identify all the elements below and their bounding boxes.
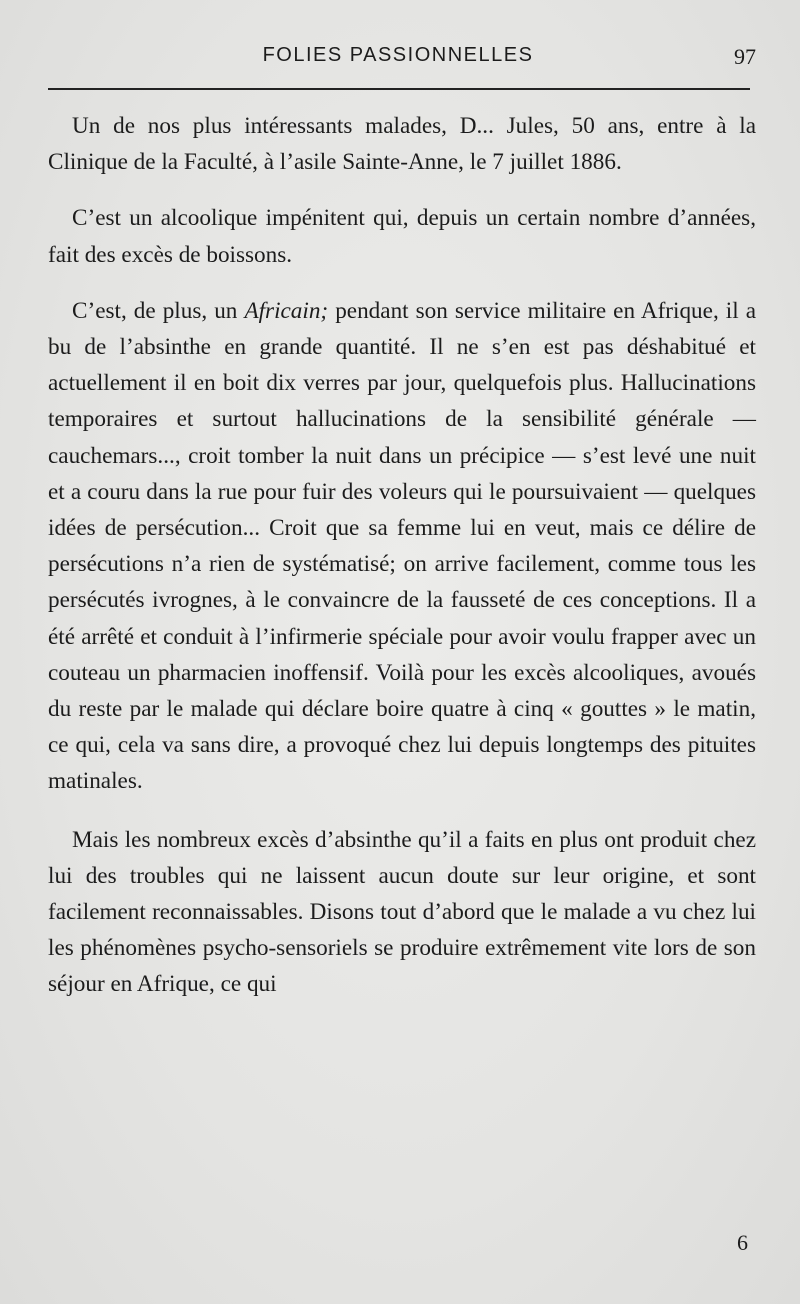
header-rule: [48, 88, 750, 90]
paragraph-4: Mais les nombreux excès d’absinthe qu’il a faits en plus ont produit chez lui des troubles qui ne laissent aucun doute sur leur origine, et sont facilement reconnaissables. Disons tout d’abord que le malade a vu chez lui les phénomènes psycho-sensoriels se produire extrêmement vite lors de son séjour en Afrique, ce qui: [48, 826, 756, 998]
signature-mark: 6: [737, 1230, 748, 1255]
paragraph-3-before: C’est, de plus, un: [72, 297, 245, 324]
running-head: [48, 40, 758, 76]
paragraph-1: Un de nos plus intéressants malades, D... Jules, 50 ans, entre à la Clinique de la Faculté, à l’asile Sainte-Anne, le 7 juillet 1886.: [48, 113, 756, 176]
body-text: [48, 108, 756, 1003]
paragraph-3-emphasis: Africain;: [244, 297, 329, 324]
paragraph-2: C’est un alcoolique impénitent qui, depuis un certain nombre d’années, fait des excès de boissons.: [48, 205, 756, 268]
running-title: FOLIES PASSIONNELLES: [262, 44, 534, 66]
paragraph-3: [48, 293, 756, 800]
page-number: 97: [734, 44, 756, 69]
paragraph-3-after: pendant son service militaire en Afrique, il a bu de l’absinthe en grande quantité. Il ne s’en est pas déshabitué et actuellement il en boit dix verres par jour, quelquefois plus. Hallucinations temporaires et surtout hallucinations de la sensibilité générale — cauchemars..., croit tomber la nuit dans un précipice — s’est levé une nuit et a couru dans la rue pour fuir des voleurs qui le poursuivaient — quelques idées de persécution... Croit que sa femme lui en veut, mais ce délire de persécutions n’a rien de systématisé; on arrive facilement, comme tous les persécutés ivrognes, à le convaincre de la fausseté de ces conceptions. Il a été arrêté et conduit à l’infirmerie spéciale pour avoir voulu frapper avec un couteau un pharmacien inoffensif. Voilà pour les excès alcooliques, avoués du reste par le malade qui déclare boire quatre à cinq « gouttes » le matin, ce qui, cela va sans dire, a provoqué chez lui depuis longtemps des pituites matinales.: [48, 297, 756, 795]
